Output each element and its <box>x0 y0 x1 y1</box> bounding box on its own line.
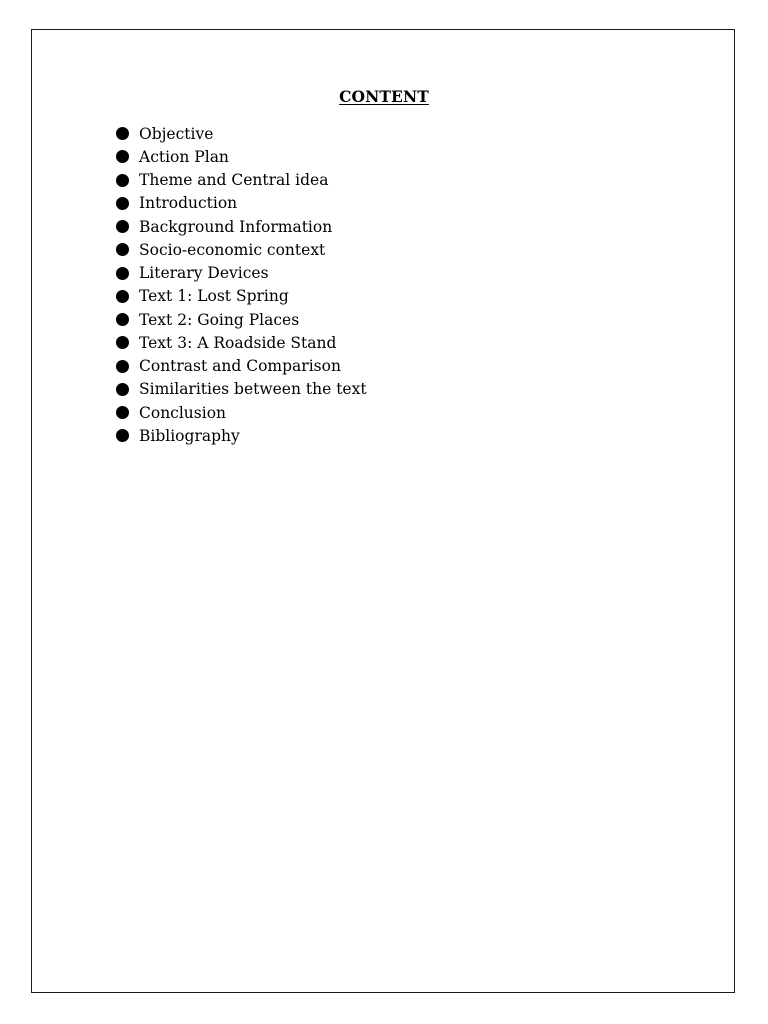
list-item <box>116 424 367 447</box>
list-item <box>116 331 367 354</box>
bullet-icon <box>116 150 129 163</box>
list-item-label: Text 2: Going Places <box>139 310 300 329</box>
list-item-label: Literary Devices <box>139 264 269 283</box>
bullet-icon <box>116 313 129 326</box>
bullet-icon <box>116 429 129 442</box>
bullet-icon <box>116 127 129 140</box>
list-item <box>116 215 367 238</box>
list-item-label: Action Plan <box>139 147 229 166</box>
bullet-icon <box>116 360 129 373</box>
list-item-label: Bibliography <box>139 426 240 445</box>
list-item-label: Text 1: Lost Spring <box>139 287 289 306</box>
list-item <box>116 122 367 145</box>
page-title: CONTENT <box>339 87 429 106</box>
list-item-label: Similarities between the text <box>139 380 367 399</box>
list-item-label: Socio-economic context <box>139 240 326 259</box>
bullet-icon <box>116 383 129 396</box>
list-item <box>116 401 367 424</box>
list-item <box>116 145 367 168</box>
bullet-icon <box>116 197 129 210</box>
bullet-icon <box>116 243 129 256</box>
list-item <box>116 308 367 331</box>
list-item <box>116 169 367 192</box>
bullet-icon <box>116 406 129 419</box>
list-item <box>116 192 367 215</box>
list-item-label: Text 3: A Roadside Stand <box>139 333 337 352</box>
list-item-label: Introduction <box>139 194 238 213</box>
list-item-label: Theme and Central idea <box>139 171 329 190</box>
list-item-label: Conclusion <box>139 403 227 422</box>
list-item <box>116 355 367 378</box>
list-item-label: Contrast and Comparison <box>139 357 341 376</box>
list-item <box>116 238 367 261</box>
bullet-icon <box>116 267 129 280</box>
bullet-icon <box>116 220 129 233</box>
bullet-icon <box>116 174 129 187</box>
list-item <box>116 262 367 285</box>
list-item <box>116 285 367 308</box>
list-item-label: Objective <box>139 124 214 143</box>
list-item-label: Background Information <box>139 217 333 236</box>
list-item <box>116 378 367 401</box>
contents-list <box>116 122 367 448</box>
bullet-icon <box>116 290 129 303</box>
bullet-icon <box>116 336 129 349</box>
